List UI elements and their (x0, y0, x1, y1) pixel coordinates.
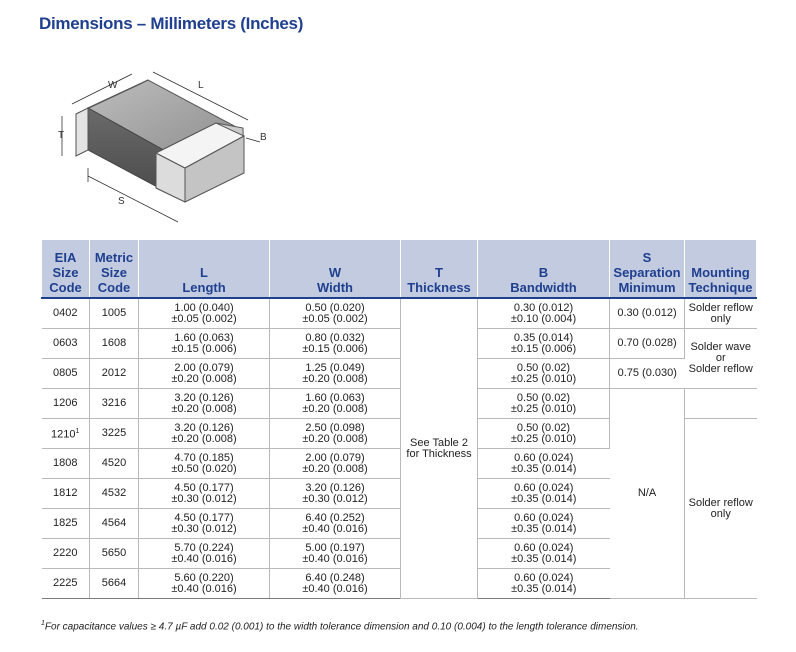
eia-code: 2220 (42, 539, 90, 569)
separation-cell: 0.30 (0.012) (610, 298, 685, 329)
table-row (42, 359, 757, 389)
header-eia: EIA Size Code (42, 240, 90, 299)
header-separation: S Separation Minimum (610, 240, 685, 299)
bandwidth-cell: 0.50 (0.02) ±0.25 (0.010) (478, 359, 610, 389)
length-cell: 5.70 (0.224) ±0.40 (0.016) (139, 539, 270, 569)
eia-code: 2225 (42, 569, 90, 599)
metric-code: 5664 (90, 569, 139, 599)
eia-code: 1825 (42, 509, 90, 539)
separation-cell: 0.70 (0.028) (610, 329, 685, 359)
width-cell: 0.50 (0.020) ±0.05 (0.002) (270, 298, 401, 329)
length-cell: 3.20 (0.126) ±0.20 (0.008) (139, 419, 270, 449)
length-cell: 3.20 (0.126) ±0.20 (0.008) (139, 389, 270, 419)
length-cell: 5.60 (0.220) ±0.40 (0.016) (139, 569, 270, 599)
length-cell: 1.00 (0.040) ±0.05 (0.002) (139, 298, 270, 329)
w-label: W (108, 80, 118, 91)
width-cell: 3.20 (0.126) ±0.30 (0.012) (270, 479, 401, 509)
header-length: L Length (139, 240, 270, 299)
length-cell: 4.50 (0.177) ±0.30 (0.012) (139, 479, 270, 509)
table-header-row (42, 240, 757, 299)
width-cell: 6.40 (0.252) ±0.40 (0.016) (270, 509, 401, 539)
metric-code: 1608 (90, 329, 139, 359)
length-cell: 2.00 (0.079) ±0.20 (0.008) (139, 359, 270, 389)
metric-code: 1005 (90, 298, 139, 329)
mounting-cell: Solder reflow only (685, 298, 757, 329)
bandwidth-cell: 0.35 (0.014) ±0.15 (0.006) (478, 329, 610, 359)
separation-cell: 0.75 (0.030) (610, 359, 685, 389)
width-cell: 6.40 (0.248) ±0.40 (0.016) (270, 569, 401, 599)
bandwidth-cell: 0.50 (0.02) ±0.25 (0.010) (478, 389, 610, 419)
bandwidth-cell: 0.30 (0.012) ±0.10 (0.004) (478, 298, 610, 329)
eia-code: 0402 (42, 298, 90, 329)
l-label: L (198, 80, 204, 91)
eia-code: 1206 (42, 389, 90, 419)
page-title: Dimensions – Millimeters (Inches) (39, 14, 304, 33)
dimensions-table (41, 239, 757, 599)
metric-code: 5650 (90, 539, 139, 569)
bandwidth-cell: 0.60 (0.024) ±0.35 (0.014) (478, 449, 610, 479)
width-cell: 1.25 (0.049) ±0.20 (0.008) (270, 359, 401, 389)
mounting-cell: Solder wave or Solder reflow (685, 329, 757, 389)
table-row (42, 298, 757, 329)
metric-code: 2012 (90, 359, 139, 389)
bandwidth-cell: 0.60 (0.024) ±0.35 (0.014) (478, 509, 610, 539)
metric-code: 4520 (90, 449, 139, 479)
bandwidth-cell: 0.60 (0.024) ±0.35 (0.014) (478, 539, 610, 569)
width-cell: 2.50 (0.098) ±0.20 (0.008) (270, 419, 401, 449)
length-cell: 4.50 (0.177) ±0.30 (0.012) (139, 509, 270, 539)
header-mounting: Mounting Technique (685, 240, 757, 299)
metric-code: 3225 (90, 419, 139, 449)
width-cell: 5.00 (0.197) ±0.40 (0.016) (270, 539, 401, 569)
bandwidth-cell: 0.60 (0.024) ±0.35 (0.014) (478, 569, 610, 599)
bandwidth-cell: 0.50 (0.02) ±0.25 (0.010) (478, 419, 610, 449)
header-bandwidth: B Bandwidth (478, 240, 610, 299)
separation-na-cell: N/A (610, 389, 685, 599)
header-thickness: T Thickness (401, 240, 478, 299)
bandwidth-cell: 0.60 (0.024) ±0.35 (0.014) (478, 479, 610, 509)
thickness-merged-cell: See Table 2 for Thickness (401, 298, 478, 599)
table-row (42, 329, 757, 359)
s-label: S (118, 196, 125, 207)
width-cell: 0.80 (0.032) ±0.15 (0.006) (270, 329, 401, 359)
table-row (42, 389, 757, 419)
header-metric: Metric Size Code (90, 240, 139, 299)
width-cell: 2.00 (0.079) ±0.20 (0.008) (270, 449, 401, 479)
capacitor-dimension-diagram (48, 58, 278, 228)
length-cell: 1.60 (0.063) ±0.15 (0.006) (139, 329, 270, 359)
eia-code: 0805 (42, 359, 90, 389)
metric-code: 4532 (90, 479, 139, 509)
footnote: $^1$For capacitance values ≥ 4.7 µF add 0.02 (0.001) to the width tolerance dimension and 0.10 (0.004) to the length tolerance dimension. (41, 620, 639, 633)
metric-code: 4564 (90, 509, 139, 539)
eia-code: 0603 (42, 329, 90, 359)
metric-code: 3216 (90, 389, 139, 419)
t-label: T (58, 130, 65, 141)
width-cell: 1.60 (0.063) ±0.20 (0.008) (270, 389, 401, 419)
mounting-cell: Solder reflow only (685, 419, 757, 599)
eia-code: 1210$^1$ (42, 419, 90, 449)
header-width: W Width (270, 240, 401, 299)
eia-code: 1812 (42, 479, 90, 509)
mounting-empty-cell (685, 389, 757, 419)
length-cell: 4.70 (0.185) ±0.50 (0.020) (139, 449, 270, 479)
eia-code: 1808 (42, 449, 90, 479)
b-label: B (260, 132, 267, 143)
